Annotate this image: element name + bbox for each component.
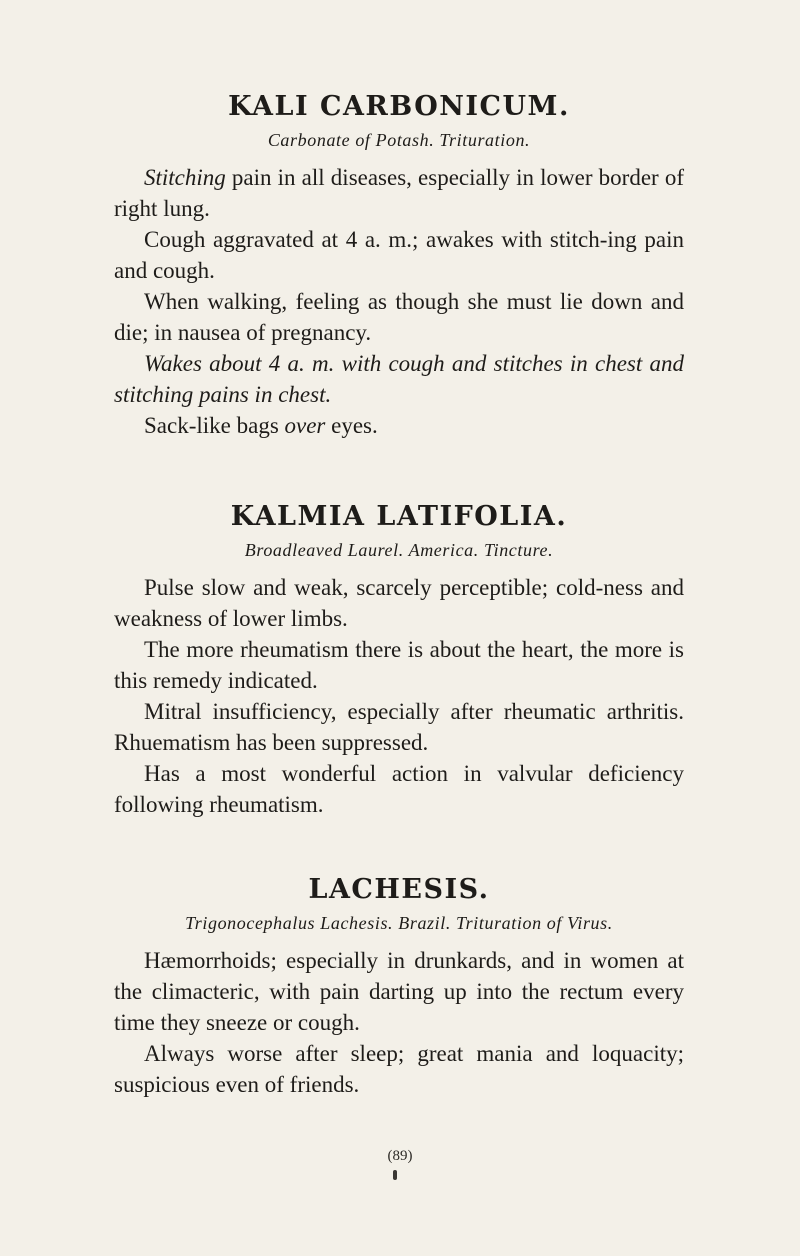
emphasis-text: Stitching bbox=[144, 165, 226, 190]
paragraph-text: Sack-like bags bbox=[144, 413, 285, 438]
paragraph: Has a most wonderful action in valvular deficiency following rheumatism. bbox=[114, 761, 684, 817]
section-kalmia-latifolia bbox=[114, 500, 684, 820]
paragraph bbox=[114, 410, 684, 441]
section-kali-carbonicum bbox=[114, 90, 684, 441]
paragraph: When walking, feeling as though she must lie down and die; in nausea of pregnancy. bbox=[114, 289, 684, 345]
section-lachesis bbox=[114, 873, 684, 1100]
paragraph: Hæmorrhoids; especially in drunkards, and in women at the climacteric, with pain darting up into the rectum every time they sneeze or cough. bbox=[114, 948, 684, 1035]
section-subtitle: Trigonocephalus Lachesis. Brazil. Trituration of Virus. bbox=[185, 913, 613, 933]
paragraph: Always worse after sleep; great mania and loquacity; suspicious even of friends. bbox=[114, 1041, 684, 1097]
ink-mark bbox=[393, 1170, 397, 1180]
section-subtitle: Carbonate of Potash. Trituration. bbox=[267, 130, 531, 150]
paragraph: The more rheumatism there is about the heart, the more is this remedy indicated. bbox=[114, 637, 684, 693]
section-subtitle: Broadleaved Laurel. America. Tincture. bbox=[244, 540, 554, 560]
section-heading: KALMIA LATIFOLIA. bbox=[230, 501, 568, 532]
paragraph-italic: Wakes about 4 a. m. with cough and stitches in chest and stitching pains in chest. bbox=[114, 351, 684, 407]
section-heading: LACHESIS. bbox=[308, 874, 490, 905]
emphasis-text: over bbox=[284, 413, 326, 438]
paragraph: Pulse slow and weak, scarcely perceptible; cold-ness and weakness of lower limbs. bbox=[114, 575, 684, 631]
page-number: (89) bbox=[387, 1148, 413, 1164]
paragraph bbox=[114, 162, 684, 224]
paragraph: Cough aggravated at 4 a. m.; awakes with stitch-ing pain and cough. bbox=[114, 227, 684, 283]
section-heading: KALI CARBONICUM. bbox=[228, 91, 570, 122]
paragraph-text: eyes. bbox=[325, 413, 378, 438]
paragraph-text: pain in all diseases, especially in lower border of right lung. bbox=[114, 165, 684, 221]
paragraph: Mitral insufficiency, especially after rheumatic arthritis. Rhuematism has been suppressed. bbox=[114, 699, 684, 755]
